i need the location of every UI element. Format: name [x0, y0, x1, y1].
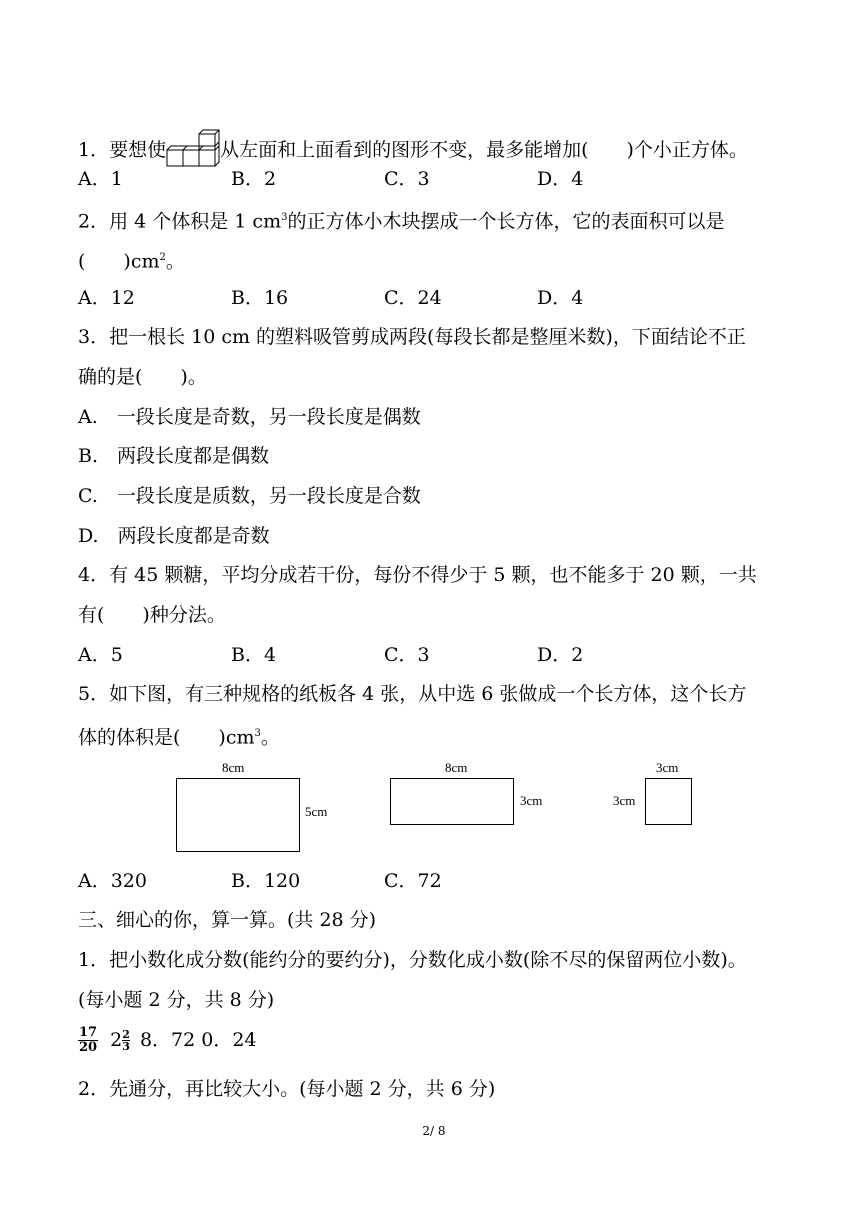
figure3-square — [645, 778, 692, 825]
mixed-fraction — [122, 1029, 130, 1052]
figure2-rectangle — [390, 778, 514, 825]
fraction-denominator: 20 — [79, 1040, 98, 1055]
q3-line2: 确的是( )。 — [78, 366, 207, 388]
q3-option-a: A. 一段长度是奇数，另一段长度是偶数 — [78, 406, 421, 428]
q2-option-b: B．16 — [231, 287, 289, 309]
q5-line2-pre: 体的体积是( )cm — [78, 726, 255, 749]
figure2-side-label: 3cm — [520, 793, 543, 808]
q2-option-c: C．24 — [384, 287, 442, 309]
q5-line2 — [78, 722, 280, 749]
section3-q2-line: 2．先通分，再比较大小。(每小题 2 分，共 6 分) — [78, 1078, 496, 1100]
q3-option-c: C. 一段长度是质数，另一段长度是合数 — [78, 485, 421, 507]
q2-line1 — [78, 206, 724, 233]
figure2-top-label: 8cm — [445, 760, 468, 775]
q4-option-a: A．5 — [78, 644, 123, 666]
section3-q1-line2: (每小题 2 分，共 8 分) — [78, 989, 275, 1011]
q2-sup-square: 2 — [159, 252, 166, 263]
q1-text-post: 从左面和上面看到的图形不变，最多能增加( )个小正方体。 — [220, 139, 748, 161]
section3-q1-line1: 1．把小数化成分数(能约分的要约分)，分数化成小数(除不尽的保留两位小数)。 — [78, 949, 747, 971]
q4-line2: 有( )种分法。 — [78, 604, 226, 626]
figure1-top-label: 8cm — [222, 760, 245, 775]
q2-option-a: A．12 — [78, 287, 135, 309]
mixed-whole: 2 — [110, 1028, 123, 1051]
q4-option-d: D．2 — [537, 644, 584, 666]
q2-text-pre: 2．用 4 个体积是 1 cm — [78, 210, 282, 233]
q3-option-b: B. 两段长度都是偶数 — [78, 445, 270, 467]
cube-stack-figure — [166, 128, 220, 168]
q4-option-c: C．3 — [384, 644, 430, 666]
q2-line2 — [78, 246, 185, 273]
q1-option-c: C．3 — [384, 168, 430, 190]
q5-line1: 5．如下图，有三种规格的纸板各 4 张，从中选 6 张做成一个长方体，这个长方 — [78, 683, 747, 705]
q2-line2-post: 。 — [165, 250, 185, 273]
q3-option-d: D. 两段长度都是奇数 — [78, 525, 270, 547]
section3-title: 三、细心的你，算一算。(共 28 分) — [78, 909, 377, 931]
q3-line1: 3．把一根长 10 cm 的塑料吸管剪成两段(每段长都是整厘米数)，下面结论不正 — [78, 326, 746, 348]
q2-sup-cubic: 3 — [281, 212, 288, 223]
q1-option-a: A．1 — [78, 168, 123, 190]
q1-line — [78, 128, 748, 168]
q5-sup-cubic: 3 — [254, 728, 261, 739]
fraction-17-20 — [78, 1026, 98, 1055]
q5-option-a: A．320 — [78, 870, 147, 892]
q5-option-b: B．120 — [231, 870, 301, 892]
section3-expressions — [78, 1026, 257, 1055]
mixed-numerator: 2 — [122, 1028, 130, 1041]
page-number: 2/ 8 — [422, 1124, 446, 1138]
q2-text-post: 的正方体小木块摆成一个长方体，它的表面积可以是 — [287, 210, 725, 233]
q1-option-b: B．2 — [231, 168, 277, 190]
q4-option-b: B．4 — [231, 644, 277, 666]
figure3-side-label: 3cm — [613, 793, 636, 808]
fraction-numerator: 17 — [79, 1025, 98, 1040]
mixed-number — [110, 1029, 136, 1051]
figure1-side-label: 5cm — [305, 804, 328, 819]
q5-line2-post: 。 — [260, 726, 280, 749]
q5-option-c: C．72 — [384, 870, 442, 892]
q4-line1: 4．有 45 颗糖，平均分成若干份，每份不得少于 5 颗，也不能多于 20 颗，一共 — [78, 564, 757, 586]
q2-line2-pre: ( )cm — [78, 250, 160, 273]
decimal-values: 8．72 0．24 — [139, 1028, 257, 1051]
q1-text-pre: 1．要想使 — [78, 139, 167, 161]
mixed-denominator: 3 — [122, 1040, 130, 1053]
q2-option-d: D．4 — [537, 287, 584, 309]
figure1-rectangle — [176, 778, 300, 852]
q1-option-d: D．4 — [537, 168, 584, 190]
figure3-top-label: 3cm — [656, 760, 679, 775]
